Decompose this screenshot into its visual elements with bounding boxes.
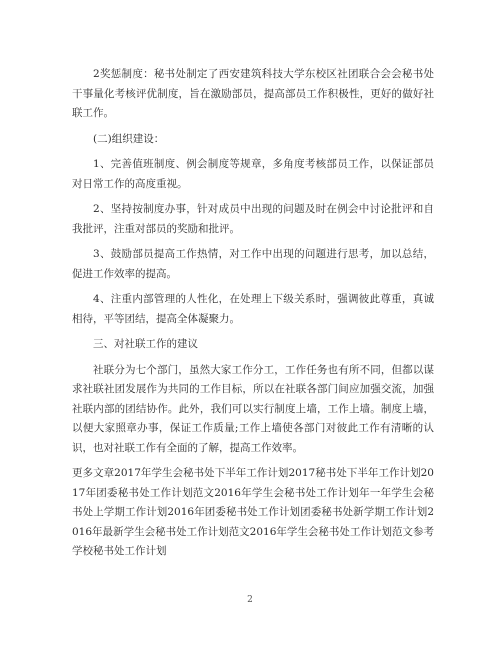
paragraph-item-3: 3、鼓励部员提高工作热情，对工作中出现的问题进行思考，加以总结，促进工作效率的提高。 <box>72 248 434 280</box>
more-articles-text: 更多文章2017年学生会秘书处下半年工作计划2017秘书处下半年工作计划2017年团委秘书处工作计划范文2016年学生会秘书处工作计划年一年学生会秘书处上学期工作计划2016年团委秘书处工作计划团委秘书处新学期工作计划2016年最新学生会秘书处工作计划范文2016年学生会秘书处工作计划范文参考学校秘书处工作计划 <box>72 467 434 557</box>
paragraph-reward-system: 2奖惩制度：秘书处制定了西安建筑科技大学东校区社团联合会会秘书处干事量化考核评优制度，旨在激励部员，提高部员工作积极性，更好的做好社联工作。 <box>72 68 434 119</box>
paragraph-item-2: 2、坚持按制度办事，针对成员中出现的问题及时在例会中讨论批评和自我批评，注重对部员的奖励和批评。 <box>72 203 434 235</box>
paragraph-item-1: 1、完善值班制度、例会制度等规章，多角度考核部员工作，以保证部员对日常工作的高度重视。 <box>72 158 434 190</box>
paragraph-item-4: 4、注重内部管理的人性化，在处理上下级关系时，强调彼此尊重，真诚相待，平等团结，提高全体凝聚力。 <box>72 293 434 325</box>
page-number: 2 <box>247 595 253 605</box>
section-heading-suggestions: 三、对社联工作的建议 <box>93 338 198 350</box>
paragraph-suggestions: 社联分为七个部门，虽然大家工作分工，工作任务也有所不同，但都以谋求社联社团发展作为共同的工作目标，所以在社联各部门间应加强交流，加强社联内部的团结协作。此外，我们可以实行制度上墙，工作上墙。制度上墙，以便大家照章办事，保证工作质量;工作上墙使各部门对彼此工作有清晰的认识，也对社联工作有全面的了解，提高工作效率。 <box>72 363 434 454</box>
document-body <box>72 65 434 562</box>
section-heading-organization: (二)组织建设： <box>93 132 165 145</box>
